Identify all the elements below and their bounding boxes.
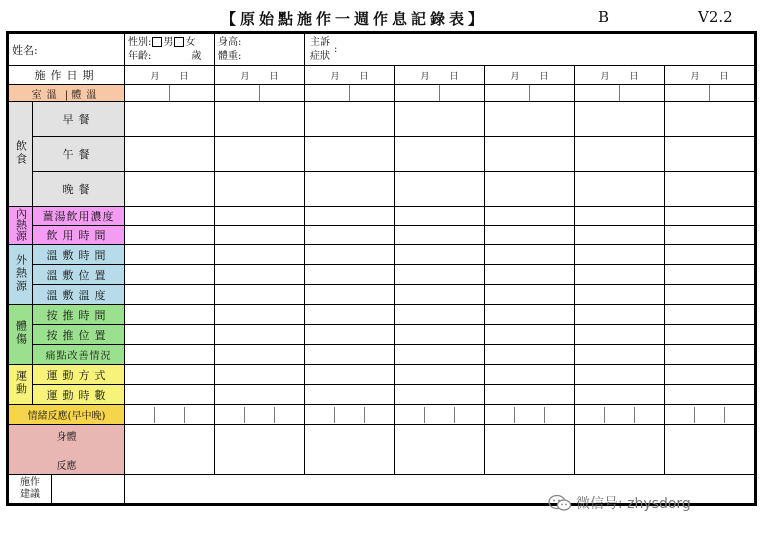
cell[interactable] (215, 207, 305, 226)
temp-cell[interactable] (215, 85, 305, 102)
male-checkbox[interactable] (152, 37, 162, 47)
cell[interactable] (305, 207, 395, 226)
cell[interactable] (395, 365, 485, 385)
cell[interactable] (575, 172, 665, 207)
diet-row (9, 137, 755, 172)
cell[interactable] (125, 137, 215, 172)
watermark-text: 微信号: zhysdorg (576, 496, 691, 512)
cell[interactable] (665, 137, 755, 172)
cell[interactable] (575, 245, 665, 265)
cell[interactable] (665, 226, 755, 245)
cell[interactable] (665, 305, 755, 325)
internal-heat-group-label: 內熱源 (9, 207, 33, 245)
diet-item-label: 午餐 (33, 137, 125, 172)
cell[interactable] (395, 245, 485, 265)
wechat-icon (548, 494, 572, 512)
weight-label: 體重: (218, 50, 242, 62)
date-cell[interactable]: 月 日 (575, 66, 665, 85)
cell[interactable] (395, 325, 485, 345)
cell[interactable] (215, 245, 305, 265)
cell[interactable] (395, 137, 485, 172)
cell[interactable] (575, 365, 665, 385)
cell[interactable] (395, 265, 485, 285)
cell[interactable] (305, 385, 395, 405)
cell[interactable] (485, 385, 575, 405)
cell[interactable] (305, 137, 395, 172)
cell[interactable] (215, 365, 305, 385)
age-label: 年齡: (128, 50, 152, 62)
advice-label (9, 475, 125, 504)
cell[interactable] (305, 425, 395, 475)
temperature-row (9, 85, 755, 102)
cell[interactable] (485, 365, 575, 385)
temp-cell[interactable] (305, 85, 395, 102)
cell[interactable] (125, 285, 215, 305)
exercise-item-label: 運動時數 (33, 385, 125, 405)
exercise-item-label: 運動方式 (33, 365, 125, 385)
cell[interactable] (125, 207, 215, 226)
cell[interactable] (215, 226, 305, 245)
gender-age-cell (125, 34, 215, 66)
height-label: 身高: (218, 36, 242, 48)
emotion-cell[interactable] (215, 405, 305, 425)
symptom-label: 症狀 (310, 50, 330, 62)
cell[interactable] (485, 285, 575, 305)
cell[interactable] (485, 172, 575, 207)
date-cell[interactable]: 月 日 (215, 66, 305, 85)
emotion-row (9, 405, 755, 425)
record-table (8, 33, 755, 504)
patient-info-row (9, 34, 755, 66)
cell[interactable] (215, 385, 305, 405)
cell[interactable] (305, 226, 395, 245)
complaint-cell[interactable] (305, 34, 755, 66)
external-heat-group-label: 外熱源 (9, 245, 33, 305)
date-row (9, 66, 755, 85)
cell[interactable] (215, 102, 305, 137)
cell[interactable] (215, 345, 305, 365)
cell[interactable] (215, 137, 305, 172)
diet-item-label: 早餐 (33, 102, 125, 137)
internal-heat-row (9, 226, 755, 245)
cell[interactable] (305, 305, 395, 325)
cell[interactable] (575, 425, 665, 475)
cell[interactable] (575, 325, 665, 345)
cell[interactable] (305, 325, 395, 345)
room-temp-label: 室溫 (31, 89, 62, 101)
cell[interactable] (395, 305, 485, 325)
cell[interactable] (485, 305, 575, 325)
emotion-label: 情緒反應(早中晚) (9, 405, 125, 425)
external-heat-item-label: 溫敷時間 (33, 245, 125, 265)
cell[interactable] (395, 385, 485, 405)
height-weight-cell (215, 34, 305, 66)
external-heat-row (9, 285, 755, 305)
cell[interactable] (125, 102, 215, 137)
cell[interactable] (125, 305, 215, 325)
cell[interactable] (485, 345, 575, 365)
cell[interactable] (665, 345, 755, 365)
cell[interactable] (575, 226, 665, 245)
cell[interactable] (665, 325, 755, 345)
watermark (548, 493, 691, 513)
cell[interactable] (485, 245, 575, 265)
cell[interactable] (215, 325, 305, 345)
cell[interactable] (125, 385, 215, 405)
cell[interactable] (485, 102, 575, 137)
temp-cell[interactable] (575, 85, 665, 102)
complaint-label: 主訴 (310, 36, 330, 48)
external-heat-item-label: 溫敷位置 (33, 265, 125, 285)
body-reaction-line1: 身體 (56, 431, 77, 443)
gender-label: 性別: (128, 36, 152, 48)
cell[interactable] (305, 172, 395, 207)
cell[interactable] (575, 265, 665, 285)
diet-row (9, 102, 755, 137)
cell[interactable] (665, 285, 755, 305)
cell[interactable] (395, 102, 485, 137)
temp-cell[interactable] (125, 85, 215, 102)
injury-row (9, 345, 755, 365)
cell[interactable] (395, 226, 485, 245)
name-label: 姓名: (12, 43, 38, 57)
temp-cell[interactable] (485, 85, 575, 102)
body-reaction-label (9, 425, 125, 475)
body-reaction-line2: 反應 (56, 460, 77, 472)
diet-row (9, 172, 755, 207)
cell[interactable] (395, 425, 485, 475)
cell[interactable] (125, 365, 215, 385)
date-cell[interactable]: 月 日 (305, 66, 395, 85)
form-code: B (598, 8, 610, 26)
cell[interactable] (575, 137, 665, 172)
cell[interactable] (215, 425, 305, 475)
diet-item-label: 晚餐 (33, 172, 125, 207)
cell[interactable] (305, 365, 395, 385)
emotion-cell[interactable] (395, 405, 485, 425)
cell[interactable] (305, 285, 395, 305)
external-heat-row (9, 265, 755, 285)
date-cell[interactable]: 月 日 (485, 66, 575, 85)
emotion-cell[interactable] (665, 405, 755, 425)
cell[interactable] (665, 207, 755, 226)
injury-row (9, 325, 755, 345)
cell[interactable] (575, 385, 665, 405)
cell[interactable] (485, 325, 575, 345)
injury-row (9, 305, 755, 325)
external-heat-item-label: 溫敷溫度 (33, 285, 125, 305)
injury-item-label: 按推時間 (33, 305, 125, 325)
cell[interactable] (395, 285, 485, 305)
emotion-cell[interactable] (125, 405, 215, 425)
cell[interactable] (575, 305, 665, 325)
female-label: 女 (185, 36, 196, 48)
age-unit: 歲 (191, 50, 202, 62)
internal-heat-item-label: 飲用時間 (33, 226, 125, 245)
injury-item-label: 痛點改善情況 (33, 345, 125, 365)
temperature-label: 室溫 | 體溫 (9, 85, 125, 102)
cell[interactable] (125, 425, 215, 475)
date-label: 施作日期 (9, 66, 125, 85)
body-temp-label: 體溫 (71, 89, 102, 101)
exercise-row (9, 385, 755, 405)
cell[interactable] (395, 207, 485, 226)
cell[interactable] (305, 345, 395, 365)
cell[interactable] (665, 385, 755, 405)
complaint-colon: : (334, 43, 338, 55)
advice-label-line2: 建議 (20, 489, 40, 500)
cell[interactable] (485, 137, 575, 172)
temp-cell[interactable] (395, 85, 485, 102)
internal-heat-row (9, 207, 755, 226)
cell[interactable] (215, 305, 305, 325)
cell[interactable] (665, 365, 755, 385)
cell[interactable] (395, 345, 485, 365)
cell[interactable] (665, 102, 755, 137)
internal-heat-item-label: 薑湯飲用濃度 (33, 207, 125, 226)
cell[interactable] (305, 265, 395, 285)
injury-group-label: 體傷 (9, 305, 33, 365)
cell[interactable] (665, 265, 755, 285)
temp-cell[interactable] (665, 85, 755, 102)
cell[interactable] (125, 245, 215, 265)
cell[interactable] (125, 226, 215, 245)
body-reaction-row (9, 425, 755, 475)
exercise-row (9, 365, 755, 385)
cell[interactable] (575, 345, 665, 365)
emotion-cell[interactable] (575, 405, 665, 425)
cell[interactable] (575, 207, 665, 226)
cell[interactable] (215, 285, 305, 305)
injury-item-label: 按推位置 (33, 325, 125, 345)
cell[interactable] (665, 425, 755, 475)
form-version: V2.2 (698, 8, 733, 26)
date-cell[interactable]: 月 日 (125, 66, 215, 85)
exercise-group-label: 運動 (9, 365, 33, 405)
cell[interactable] (575, 285, 665, 305)
cell[interactable] (215, 265, 305, 285)
male-label: 男 (163, 36, 174, 48)
cell[interactable] (125, 325, 215, 345)
cell[interactable] (575, 102, 665, 137)
external-heat-row (9, 245, 755, 265)
diet-group-label: 飲食 (9, 102, 33, 207)
cell[interactable] (485, 265, 575, 285)
cell[interactable] (485, 226, 575, 245)
date-cell[interactable]: 月 日 (665, 66, 755, 85)
emotion-cell[interactable] (485, 405, 575, 425)
cell[interactable] (215, 172, 305, 207)
emotion-cell[interactable] (305, 405, 395, 425)
cell[interactable] (485, 425, 575, 475)
female-checkbox[interactable] (174, 37, 184, 47)
form-title: 【原始點施作一週作息記錄表】 (221, 10, 488, 28)
cell[interactable] (305, 102, 395, 137)
cell[interactable] (665, 245, 755, 265)
cell[interactable] (125, 345, 215, 365)
cell[interactable] (305, 245, 395, 265)
date-cell[interactable]: 月 日 (395, 66, 485, 85)
name-cell[interactable] (9, 34, 125, 66)
cell[interactable] (395, 172, 485, 207)
cell[interactable] (665, 172, 755, 207)
cell[interactable] (485, 207, 575, 226)
cell[interactable] (125, 265, 215, 285)
cell[interactable] (125, 172, 215, 207)
advice-label-line1: 施作 (20, 477, 40, 488)
